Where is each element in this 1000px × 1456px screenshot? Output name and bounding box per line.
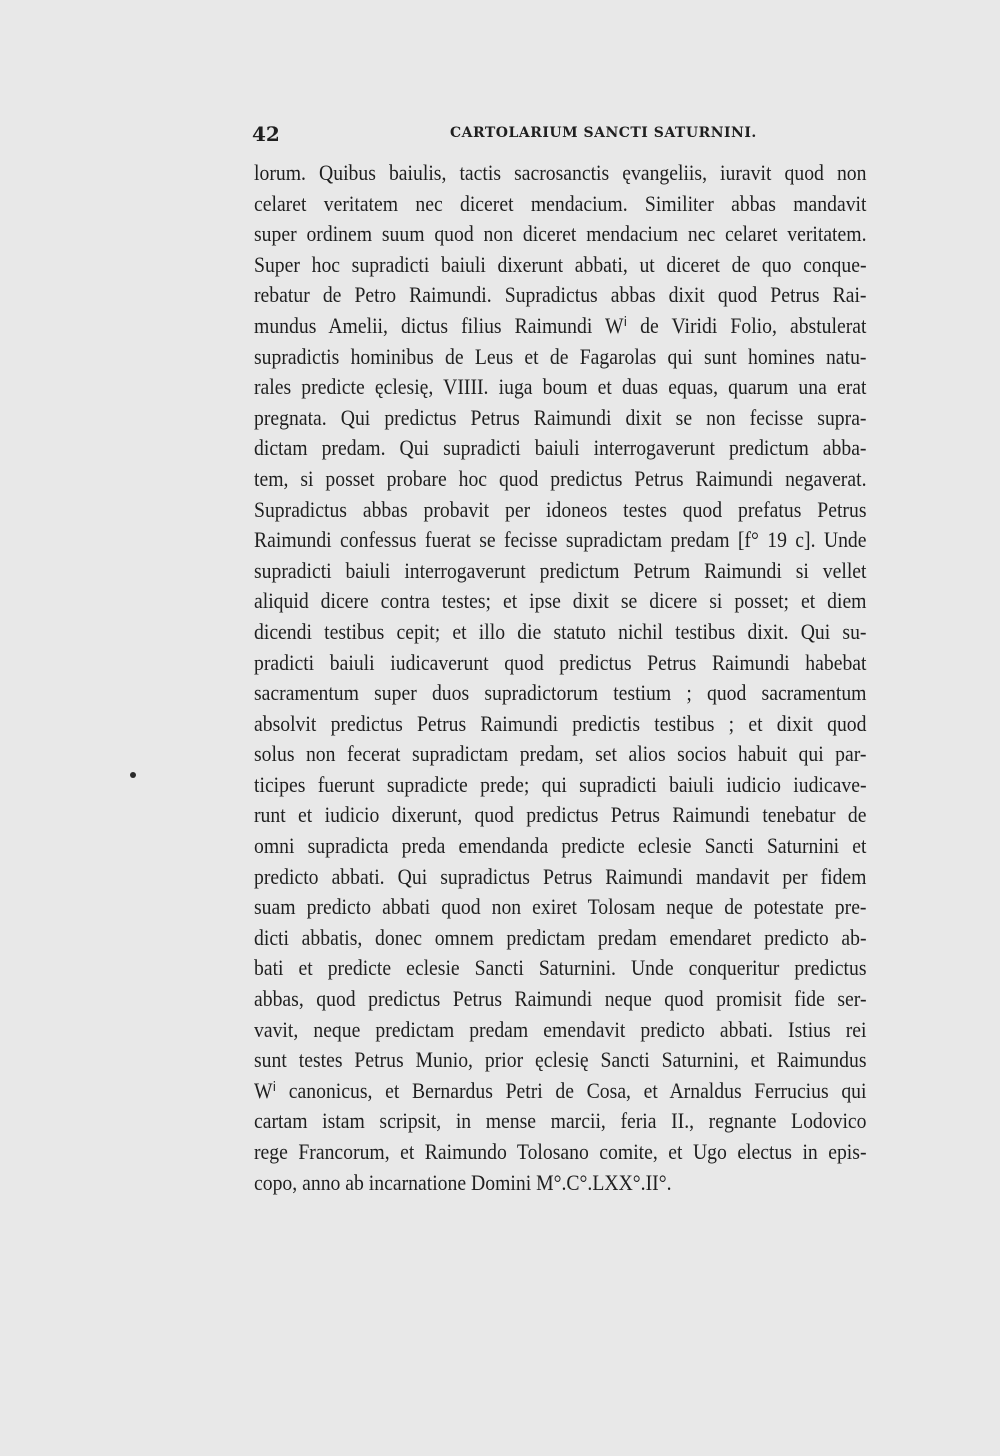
- text-line: aliquid dicere contra testes; et ipse dixit se dicere si posset; et diem: [254, 588, 867, 614]
- text-line: cartam istam scripsit, in mense marcii, feria II., regnante Lodovico: [254, 1108, 867, 1134]
- text-line: rales predicte ęclesię, VIIII. iuga boum et duas equas, quarum una erat: [254, 374, 867, 400]
- text-line: lorum. Quibus baiulis, tactis sacrosanctis ęvangeliis, iuravit quod non: [254, 160, 867, 185]
- text-line: bati et predicte eclesie Sancti Saturnini. Unde conqueritur predictus: [254, 955, 867, 981]
- text-line: pradicti baiuli iudicaverunt quod predictus Petrus Raimundi habebat: [254, 649, 867, 675]
- text-line: dictam predam. Qui supradicti baiuli interrogaverunt predictum abba-: [254, 435, 867, 461]
- text-line: supradicti baiuli interrogaverunt predictum Petrum Raimundi si vellet: [254, 557, 867, 583]
- running-head: [252, 122, 947, 152]
- text-line: supradictis hominibus de Leus et de Fagarolas qui sunt homines natu-: [254, 343, 867, 369]
- text-line: copo, anno ab incarnatione Domini M°.C°.LXX°.II°.: [254, 1169, 672, 1195]
- text-line: sunt testes Petrus Munio, prior ęclesię Sancti Saturnini, et Raimundus: [254, 1047, 867, 1073]
- text-line: absolvit predictus Petrus Raimundi predictis testibus ; et dixit quod: [254, 710, 867, 736]
- text-line: mundus Amelii, dictus filius Raimundi Wⁱ de Viridi Folio, abstulerat: [254, 312, 867, 338]
- text-line: tem, si posset probare hoc quod predictus Petrus Raimundi negaverat.: [254, 465, 867, 491]
- body-text: [254, 158, 867, 1198]
- text-line: sacramentum super duos supradictorum testium ; quod sacramentum: [254, 680, 867, 706]
- text-line: celaret veritatem nec diceret mendacium. Similiter abbas mandavit: [254, 190, 867, 216]
- text-line: pregnata. Qui predictus Petrus Raimundi dixit se non fecisse supra-: [254, 404, 867, 430]
- running-head-title: CARTOLARIUM SANCTI SATURNINI.: [450, 125, 757, 141]
- text-line: runt et iudicio dixerunt, quod predictus Petrus Raimundi tenebatur de: [254, 802, 867, 828]
- text-line: abbas, quod predictus Petrus Raimundi neque quod promisit fide ser-: [254, 986, 867, 1012]
- text-line: Raimundi confessus fuerat se fecisse supradictam predam [f° 19 c]. Unde: [254, 527, 867, 553]
- text-line: rege Francorum, et Raimundo Tolosano comite, et Ugo electus in epis-: [254, 1139, 867, 1164]
- text-line: predicto abbati. Qui supradictus Petrus Raimundi mandavit per fidem: [254, 863, 867, 889]
- text-line: super ordinem suum quod non diceret mendacium nec celaret veritatem.: [254, 221, 867, 247]
- text-line: dicti abbatis, donec omnem predictam predam emendaret predicto ab-: [254, 924, 867, 950]
- text-line: Supradictus abbas probavit per idoneos testes quod prefatus Petrus: [254, 496, 867, 522]
- text-line: solus non fecerat supradictam predam, set alios socios habuit qui par-: [254, 741, 867, 767]
- text-line: suam predicto abbati quod non exiret Tolosam neque de potestate pre-: [254, 894, 867, 920]
- page-number: 42: [252, 122, 280, 146]
- text-line: rebatur de Petro Raimundi. Supradictus abbas dixit quod Petrus Rai-: [254, 282, 867, 308]
- text-line: dicendi testibus cepit; et illo die statuto nichil testibus dixit. Qui su-: [254, 618, 867, 644]
- text-line: ticipes fuerunt supradicte prede; qui supradicti baiuli iudicio iudicave-: [254, 771, 867, 797]
- text-line: Super hoc supradicti baiuli dixerunt abbati, ut diceret de quo conque-: [254, 251, 867, 277]
- ink-speck: [130, 772, 136, 778]
- text-line: Wⁱ canonicus, et Bernardus Petri de Cosa, et Arnaldus Ferrucius qui: [254, 1077, 867, 1103]
- text-line: vavit, neque predictam predam emendavit predicto abbati. Istius rei: [254, 1016, 867, 1042]
- text-line: omni supradicta preda emendanda predicte eclesie Sancti Saturnini et: [254, 833, 867, 859]
